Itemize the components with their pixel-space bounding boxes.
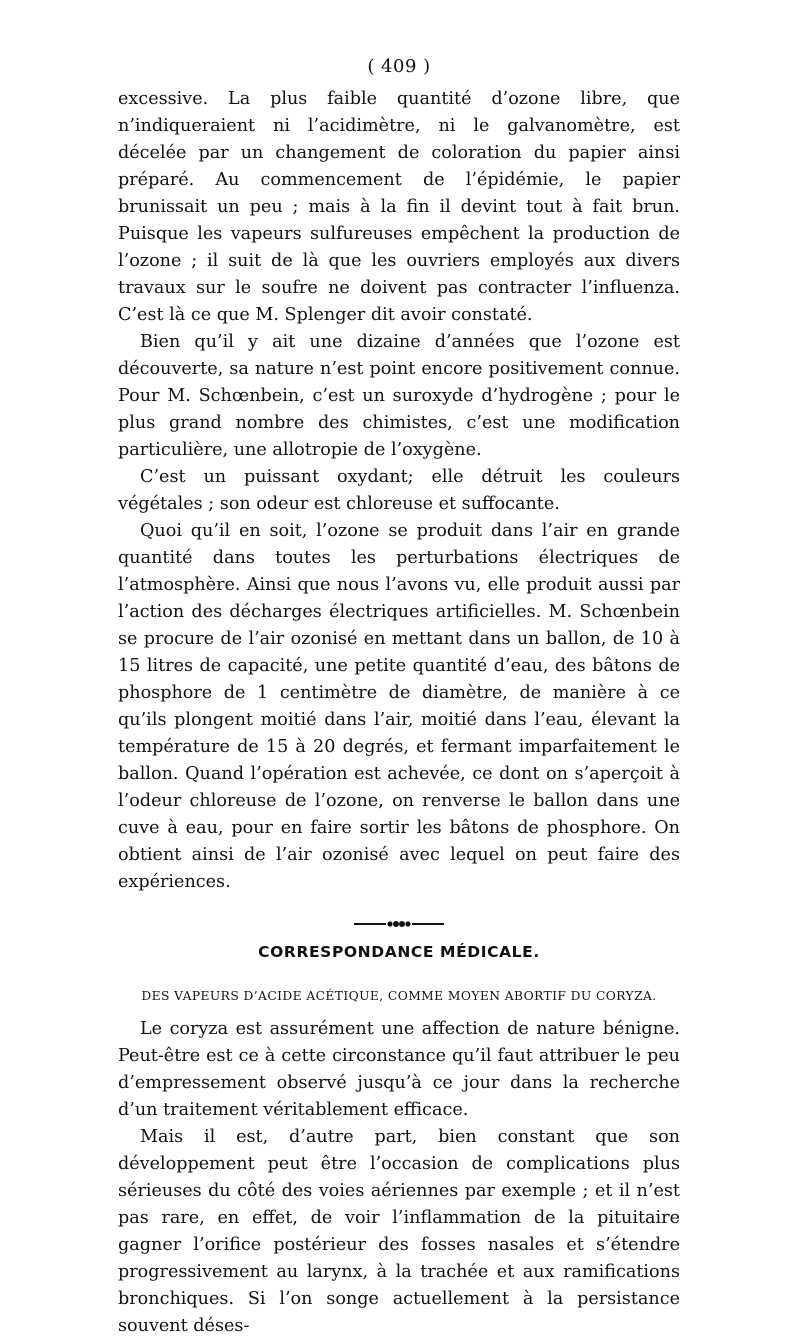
ornament-divider xyxy=(118,914,680,926)
paragraph-continuation: excessive. La plus faible quantité d’ozone libre, que n’indiqueraient ni l’acidimètre, ni le galvanomètre, est décelée par un changement de coloration du papier ainsi préparé. Au commencement de l’épidémie, le papier brunissait un peu ; mais à la fin il devint tout à fait brun. Puisque les vapeurs sulfureuses empêchent la production de l’ozone ; il suit de là que les ouvriers employés aux divers travaux sur le soufre ne doivent pas contracter l’influenza. C’est là ce que M. Splenger dit avoir constaté. xyxy=(118,89,680,325)
page-number: ( 409 ) xyxy=(367,56,431,77)
paragraph-coryza-intro: Le coryza est assurément une affection de nature bénigne. Peut-être est ce à cette circonstance qu’il faut attribuer le peu d’empressement observé jusqu’à ce jour dans la recherche d’un traitement véritablement efficace. xyxy=(118,1019,680,1120)
paragraph-ozone-oxidant: C’est un puissant oxydant; elle détruit les couleurs végétales ; son odeur est chloreuse et suffocante. xyxy=(118,467,680,514)
paragraph-coryza-complications: Mais il est, d’autre part, bien constant que son développement peut être l’occasion de complications plus sérieuses du côté des voies aériennes par exemple ; et il n’est pas rare, en effet, de voir l’inflammation de la pituitaire gagner l’orifice postérieur des fosses nasales et s’étendre progressivement au larynx, à la trachée et aux ramifications bronchiques. Si l’on songe actuellement à la persistance souvent déses- xyxy=(118,1127,680,1336)
paragraph-ozone-nature: Bien qu’il y ait une dizaine d’années que l’ozone est découverte, sa nature n’est point encore positivement connue. Pour M. Schœnbein, c’est un suroxyde d’hydrogène ; pour le plus grand nombre des chimistes, c’est une modification particulière, une allotropie de l’oxygène. xyxy=(118,332,680,460)
book-page xyxy=(118,56,680,1340)
article-title: DES VAPEURS D’ACIDE ACÉTIQUE, COMME MOYEN ABORTIF DU CORYZA. xyxy=(141,989,657,1003)
ornament-rule-icon xyxy=(354,919,444,929)
paragraph-ozone-production: Quoi qu’il en soit, l’ozone se produit dans l’air en grande quantité dans toutes les perturbations électriques de l’atmosphère. Ainsi que nous l’avons vu, elle produit aussi par l’action des décharges électriques artificielles. M. Schœnbein se procure de l’air ozonisé en mettant dans un ballon, de 10 à 15 litres de capacité, une petite quantité d’eau, des bâtons de phosphore de 1 centimètre de diamètre, de manière à ce qu’ils plongent moitié dans l’air, moitié dans l’eau, élevant la température de 15 à 20 degrés, et fermant imparfaitement le ballon. Quand l’opération est achevée, ce dont on s’aperçoit à l’odeur chloreuse de l’ozone, on renverse le ballon dans une cuve à eau, pour en faire sortir les bâtons de phosphore. On obtient ainsi de l’air ozonisé avec lequel on peut faire des expériences. xyxy=(118,521,680,892)
section-title: CORRESPONDANCE MÉDICALE. xyxy=(258,943,540,961)
